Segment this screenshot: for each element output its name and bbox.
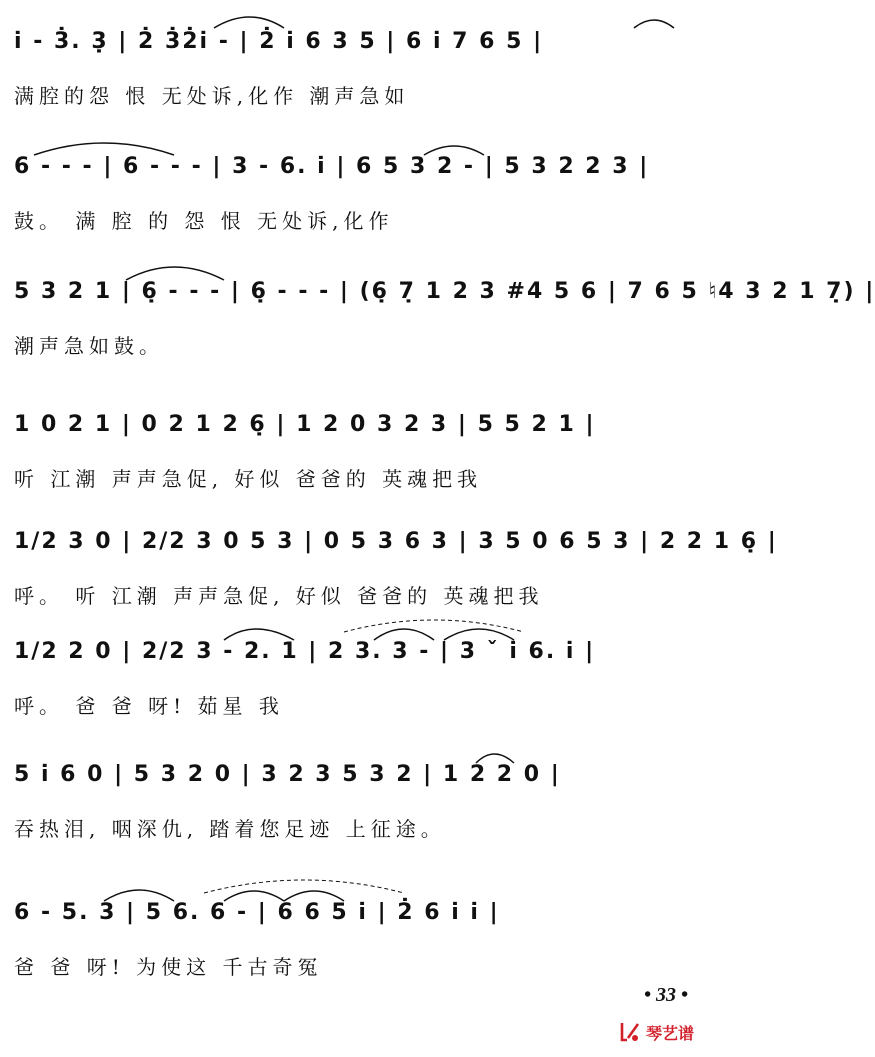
lyric-line: 听 江潮 声声急促, 好似 爸爸的 英魂把我 — [14, 467, 483, 491]
watermark — [618, 1017, 694, 1047]
score-system-6 — [14, 632, 698, 742]
notation-line: 6 - - - | 6 - - - | 3 - 6. i̇ | 6 5 3 2 - | 5 3 2 2 3 | — [14, 154, 650, 179]
score-system-7 — [14, 755, 698, 865]
music-note-logo-icon — [618, 1020, 642, 1044]
lyric-line: 潮声急如鼓。 — [14, 334, 164, 358]
notation-line: 1/2 3 0 | 2/2 3 0 5 3 | 0 5 3 6 3 | 3 5 0 6 5 3 | 2 2 1 6̣ | — [14, 529, 778, 554]
score-system-1 — [14, 22, 698, 132]
notation-line: 1 0 2 1 | 0 2 1 2 6̣ | 1 2 0 3 2 3 | 5 5 2 1 | — [14, 412, 596, 437]
notation-line: 5 i̇ 6 0 | 5 3 2 0 | 3 2 3 5 3 2 | 1 2 2 0 | — [14, 762, 561, 787]
lyric-line: 爸 爸 呀! 为使这 千古奇冤 — [14, 955, 323, 979]
score-system-4 — [14, 405, 698, 515]
score-system-8 — [14, 893, 698, 1003]
notation-line: 6 - 5. 3 | 5 6. 6 - | 6 6 5 i̇ | 2̇ 6 i̇ i̇ | — [14, 900, 500, 925]
lyric-line: 鼓。 满 腔 的 怨 恨 无处诉,化作 — [14, 209, 394, 233]
lyric-line: 呼。 爸 爸 呀! 茹星 我 — [14, 694, 284, 718]
lyric-line: 吞热泪, 咽深仇, 踏着您足迹 上征途。 — [14, 817, 446, 841]
notation-line: 5 3 2 1 | 6̣ - - - | 6̣ - - - | (6̣ 7̣ 1 2 3 #4 5 6 | 7 6 5 ♮4 3 2 1 7̣) | — [14, 279, 875, 304]
page-number: • 33 • — [643, 984, 688, 1006]
score-system-2 — [14, 147, 698, 257]
lyric-line: 满腔的怨 恨 无处诉,化作 潮声急如 — [14, 84, 410, 108]
notation-line: i̇ - 3̇. 3̣ | 2̇ 3̇2̇i̇ - | 2̇ i̇ 6 3 5 | 6 i̇ 7 6 5 | — [14, 29, 544, 54]
notation-line: 1/2 2 0 | 2/2 3 - 2. 1 | 2 3. 3 - | 3 ˇ i̇ 6. i̇ | — [14, 639, 596, 664]
score-system-3 — [14, 272, 875, 382]
watermark-text: 琴艺谱 — [645, 1023, 694, 1043]
lyric-line: 呼。 听 江潮 声声急促, 好似 爸爸的 英魂把我 — [14, 584, 544, 608]
